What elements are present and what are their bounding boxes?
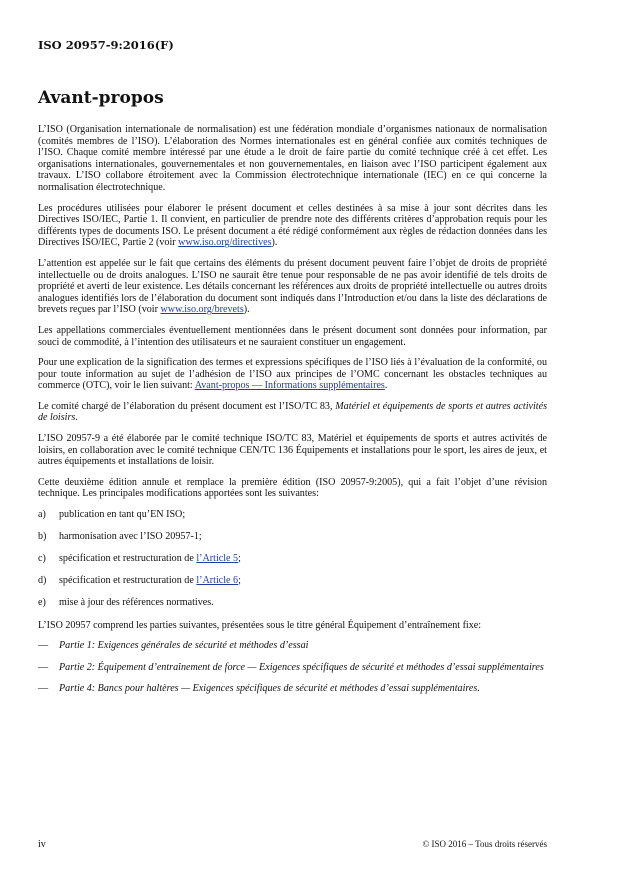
copyright-notice: © ISO 2016 – Tous droits réservés — [422, 839, 547, 849]
list-item — [38, 509, 547, 521]
page-number: iv — [38, 839, 46, 850]
paragraph-text: . — [75, 412, 78, 424]
directives-link[interactable]: www.iso.org/directives — [178, 237, 272, 249]
paragraph-text: Pour une explication de la signification des termes et expressions spécifiques de l’ISO liés à l’évaluation de la conformité, ou pour toute information au sujet de l’adhésion de l’ISO aux principes de l’OMC concernant les obstacles techniques au commerce (OTC), voir le lien suivant: — [38, 357, 547, 392]
supplementary-info-link[interactable]: Avant-propos — Informations supplémentaires — [194, 380, 385, 392]
dash-marker: — — [38, 661, 49, 673]
part-title: Partie 1: Exigences générales de sécurité et méthodes d’essai — [59, 640, 309, 652]
document-body — [38, 124, 547, 705]
paragraph-patents — [38, 258, 547, 316]
list-item-text: spécification et restructuration de — [59, 575, 197, 587]
list-item-text — [59, 553, 241, 565]
list-item-text: ; — [238, 575, 241, 587]
paragraph-text: Le comité chargé de l’élaboration du présent document est l’ISO/TC 83, — [38, 400, 336, 412]
patents-link[interactable]: www.iso.org/brevets — [160, 304, 244, 316]
list-marker: b) — [38, 531, 47, 543]
article-5-link[interactable]: l’Article 5 — [196, 553, 239, 565]
paragraph-preparation: L’ISO 20957-9 a été élaborée par le comité technique ISO/TC 83, Matériel et équipements de sports et autres activités de loisirs, en collaboration avec le comité technique CEN/TC 136 Équipements et installations pour le sport, les aires de jeux, et autres équipements et installations de loisir. — [38, 433, 547, 468]
list-item-text: ; — [238, 553, 241, 565]
list-marker: c) — [38, 553, 46, 565]
paragraph-iso-intro: L’ISO (Organisation internationale de normalisation) est une fédération mondiale d’organismes nationaux de normalisation (comités membres de l’ISO). L’élaboration des Normes internationales est en général confiée aux comités techniques de l’ISO. Chaque comité membre intéressé par une étude a le droit de faire partie du comité technique créé à cet effet. Les organisations internationales, gouvernementales et non gouvernementales, en liaison avec l’ISO participent également aux travaux. L’ISO collabore étroitement avec la Commission électrotechnique internationale (IEC) en ce qui concerne la normalisation électrotechnique. — [38, 124, 547, 193]
dash-marker: — — [38, 683, 49, 695]
paragraph-text: Les procédures utilisées pour élaborer le présent document et celles destinées à sa mise à jour sont décrites dans les Directives ISO/IEC, Partie 1. Il convient, en particulier de prendre note des différents critères d’approbation requis pour les différents types de documents ISO. Le présent document a été rédigé conformément aux règles de rédaction données dans les Directives ISO/IEC, Partie 2 (voir — [38, 202, 547, 249]
list-item — [38, 531, 547, 543]
changes-list — [38, 509, 547, 609]
committee-name: Matériel et équipements de sports et autres activités de loisirs — [38, 400, 547, 424]
paragraph-text: . — [384, 380, 388, 392]
list-item — [38, 662, 547, 674]
paragraph-conformity — [38, 357, 547, 392]
paragraph-trade-names: Les appellations commerciales éventuellement mentionnées dans le présent document sont données pour information, par souci de commodité, à l’intention des utilisateurs et ne sauraient constituer un engagement. — [38, 324, 547, 348]
document-id-header: ISO 20957-9:2016(F) — [38, 38, 174, 52]
list-item — [38, 597, 547, 609]
list-item — [38, 640, 547, 652]
list-item-text: spécification et restructuration de — [59, 553, 197, 565]
paragraph-procedures — [38, 203, 547, 249]
article-6-link[interactable]: l’Article 6 — [196, 575, 239, 587]
paragraph-text: ). — [271, 237, 278, 249]
list-item — [38, 553, 547, 565]
list-marker: a) — [38, 509, 46, 521]
dash-marker: — — [38, 640, 49, 652]
list-marker: d) — [38, 575, 47, 587]
part-title: Partie 4: Bancs pour haltères — Exigences spécifiques de sécurité et méthodes d’essai supplémentaires. — [59, 683, 480, 695]
list-item — [38, 683, 547, 695]
paragraph-text: ). — [243, 304, 250, 316]
page-title: Avant-propos — [38, 88, 164, 108]
paragraph-parts-intro: L’ISO 20957 comprend les parties suivantes, présentées sous le titre général Équipement d’entraînement fixe: — [38, 619, 482, 631]
paragraph-edition: Cette deuxième édition annule et remplace la première édition (ISO 20957-9:2005), qui a fait l’objet d’une révision technique. Les principales modifications apportées sont les suivantes: — [38, 476, 547, 500]
list-item-text: publication en tant qu’EN ISO; — [59, 509, 186, 521]
part-title: Partie 2: Équipement d’entraînement de force — Exigences spécifiques de sécurité et méthodes d’essai supplémentaires — [59, 661, 544, 673]
list-marker: e) — [38, 597, 46, 609]
list-item-text: harmonisation avec l’ISO 20957-1; — [59, 531, 202, 543]
paragraph-committee — [38, 401, 547, 424]
paragraph-text: L’attention est appelée sur le fait que certains des éléments du présent document peuvent faire l’objet de droits de propriété intellectuelle ou de droits analogues. L’ISO ne saurait être tenue pour responsable de ne pas avoir identifié de tels droits de propriété et averti de leur existence. Les détails concernant les références aux droits de propriété intellectuelle ou autres droits analogues identifiés lors de l’élaboration du document sont indiqués dans l’Introduction et/ou dans la liste des déclarations de brevets reçues par l’ISO (voir — [38, 257, 547, 316]
parts-list — [38, 640, 547, 695]
list-item-text: mise à jour des références normatives. — [59, 597, 214, 609]
list-item — [38, 575, 547, 587]
list-item-text — [59, 575, 241, 587]
